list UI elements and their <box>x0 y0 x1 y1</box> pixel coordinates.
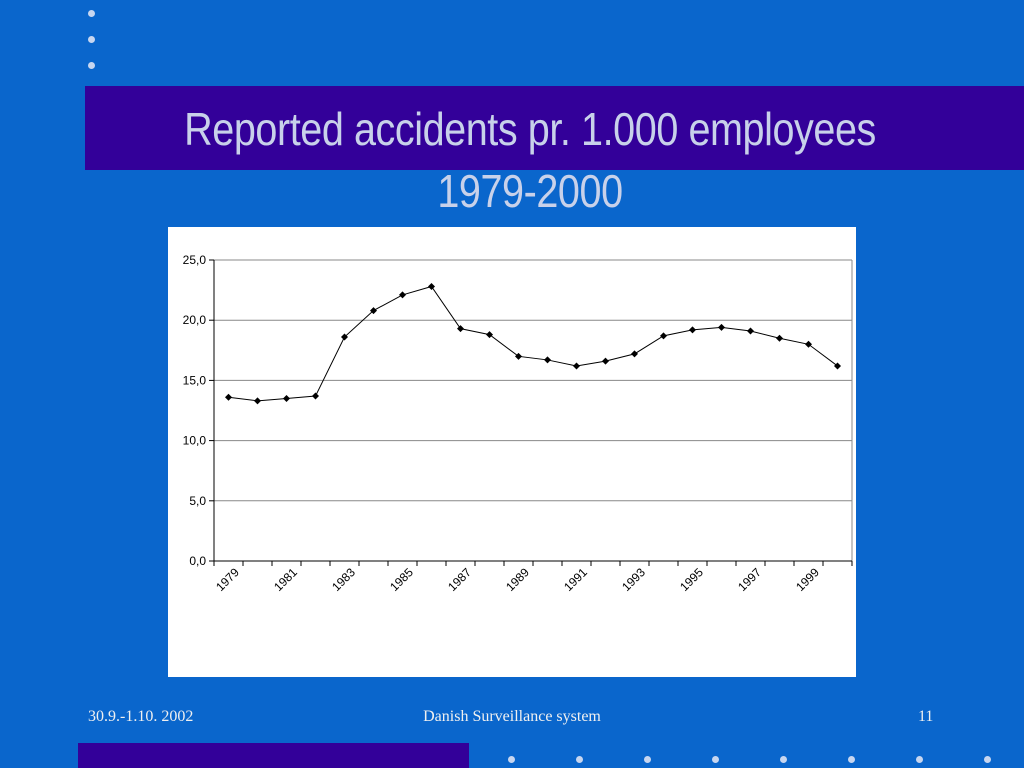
page-number: 11 <box>918 708 934 725</box>
data-point <box>631 350 638 357</box>
x-tick-label: 1999 <box>793 565 822 595</box>
y-tick-label: 15,0 <box>182 373 206 388</box>
data-point <box>225 394 232 401</box>
bullet-dot <box>88 10 95 17</box>
x-tick-label: 1983 <box>329 565 358 595</box>
x-tick-label: 1981 <box>271 565 300 595</box>
slide-title <box>147 98 912 222</box>
bullet-dot <box>984 756 991 763</box>
series-line <box>229 286 838 400</box>
bullet-dot <box>848 756 855 763</box>
chart-panel <box>168 227 856 677</box>
y-tick-label: 10,0 <box>182 433 206 448</box>
x-tick-label: 1997 <box>735 565 764 595</box>
slide-title-line1: Reported accidents pr. 1.000 employees <box>184 103 876 155</box>
slide-title-line2: 1979-2000 <box>437 165 623 217</box>
bullet-dot <box>88 36 95 43</box>
data-point <box>457 325 464 332</box>
y-tick-label: 0,0 <box>189 554 206 568</box>
bullet-dot <box>508 756 515 763</box>
x-tick-label: 1987 <box>445 565 474 595</box>
data-point <box>602 358 609 365</box>
y-tick-label: 25,0 <box>182 253 206 267</box>
data-point <box>718 324 725 331</box>
bullet-dot <box>644 756 651 763</box>
y-tick-label: 5,0 <box>189 493 206 508</box>
footer-center-text: Danish Surveillance system <box>423 708 601 725</box>
data-point <box>283 395 290 402</box>
bullet-dot <box>780 756 787 763</box>
bullet-dot <box>916 756 923 763</box>
x-tick-label: 1993 <box>619 565 648 595</box>
decorative-dots-top <box>88 10 100 88</box>
footer-date: 30.9.-1.10. 2002 <box>88 708 194 725</box>
y-tick-label: 20,0 <box>182 313 206 328</box>
bullet-dot <box>712 756 719 763</box>
data-point <box>776 335 783 342</box>
data-point <box>544 356 551 363</box>
data-point <box>399 291 406 298</box>
data-point <box>689 326 696 333</box>
x-tick-label: 1985 <box>387 565 416 595</box>
bullet-dot <box>88 62 95 69</box>
data-point <box>428 283 435 290</box>
bullet-dot <box>576 756 583 763</box>
x-tick-label: 1991 <box>561 565 590 595</box>
x-tick-label: 1995 <box>677 565 706 595</box>
line-chart <box>168 227 856 677</box>
data-point <box>312 393 319 400</box>
data-point <box>573 362 580 369</box>
data-point <box>254 397 261 404</box>
bottom-bar <box>78 743 469 768</box>
data-point <box>660 332 667 339</box>
x-tick-label: 1979 <box>213 565 242 595</box>
decorative-dots-bottom <box>508 756 1008 764</box>
x-tick-label: 1989 <box>503 565 532 595</box>
data-point <box>747 328 754 335</box>
